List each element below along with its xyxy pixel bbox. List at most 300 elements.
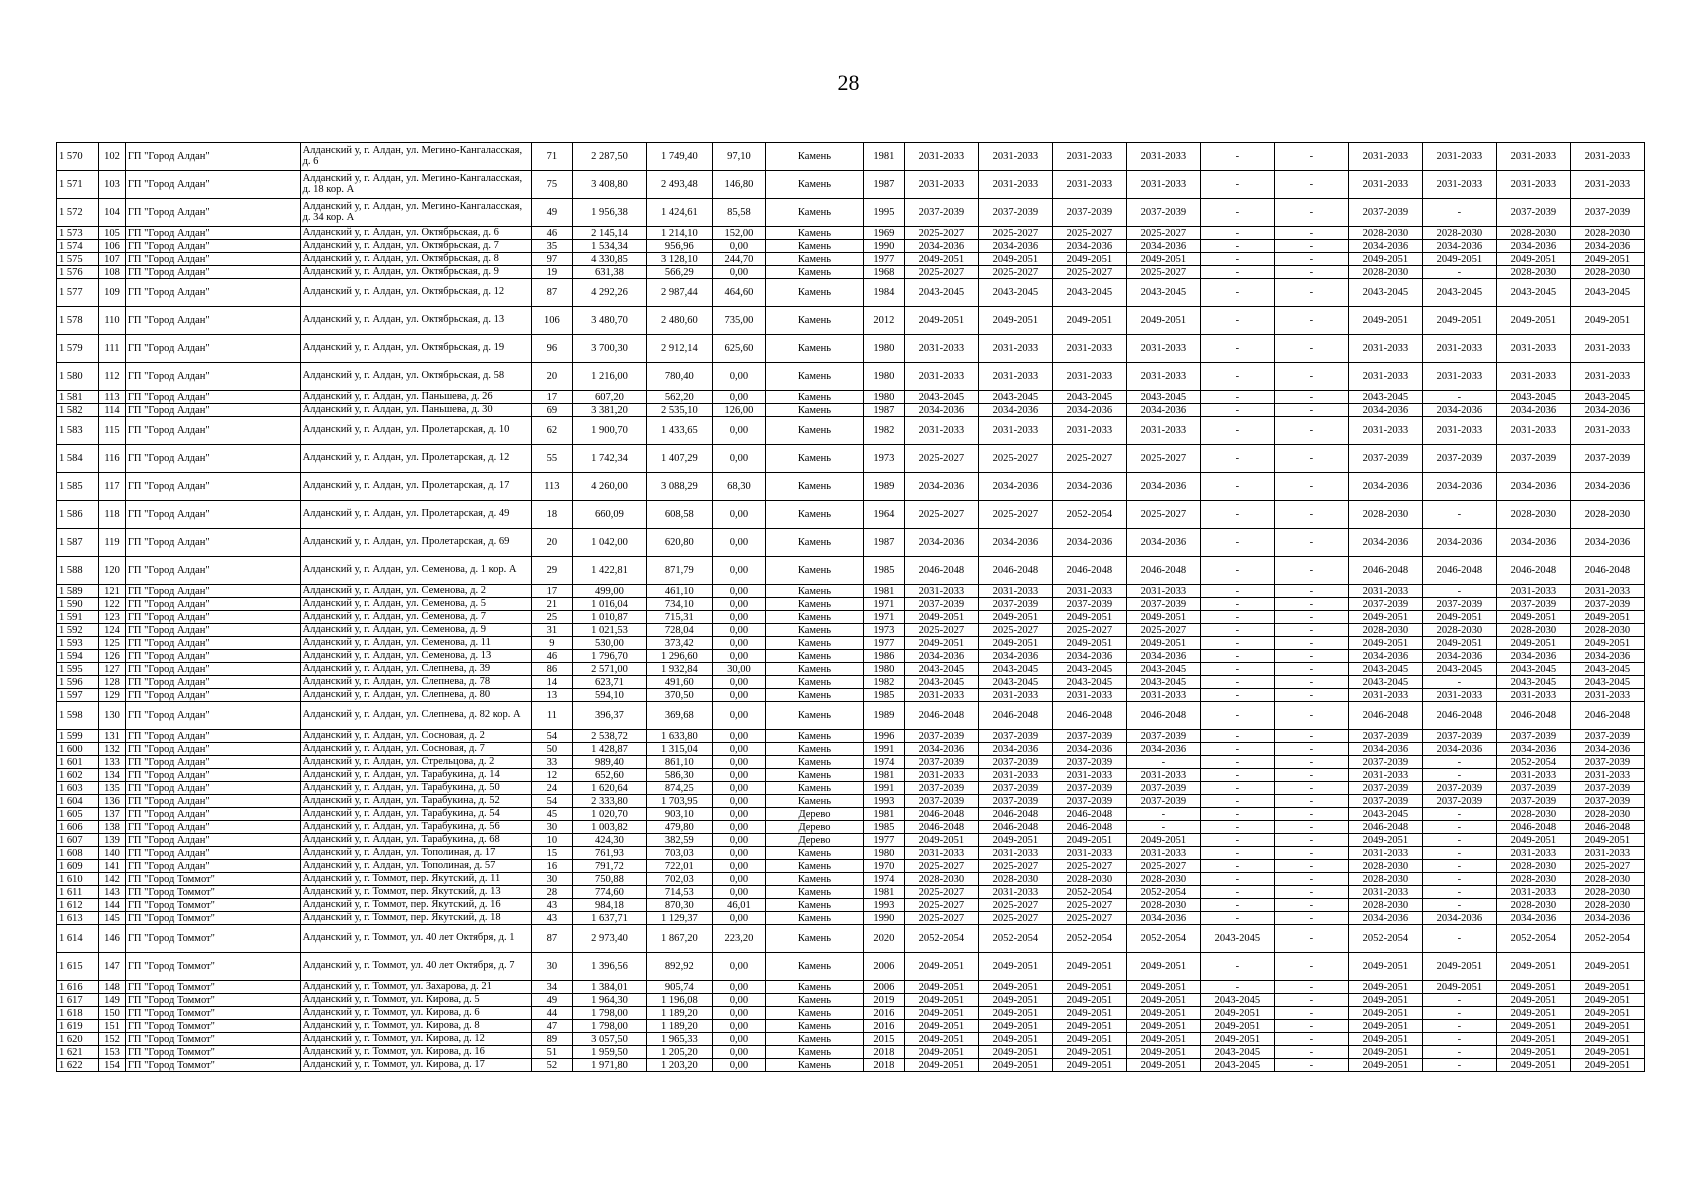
table-cell: 2034-2036 (904, 473, 978, 501)
table-cell: - (1200, 199, 1274, 227)
table-cell: ГП "Город Алдан" (125, 240, 300, 253)
table-cell: 722,01 (646, 860, 712, 873)
table-cell: 2034-2036 (1348, 743, 1422, 756)
table-cell: 735,00 (712, 307, 765, 335)
table-cell: Алданский у, г. Томмот, пер. Якутский, д. 18 (300, 912, 531, 925)
table-cell: 1980 (863, 663, 904, 676)
table-cell: 2031-2033 (1348, 417, 1422, 445)
table-cell: - (1422, 873, 1496, 886)
table-cell: 2046-2048 (1422, 702, 1496, 730)
table-cell: 2049-2051 (1348, 1020, 1422, 1033)
table-cell: 2049-2051 (1570, 953, 1644, 981)
table-cell: 0,00 (712, 1059, 765, 1072)
table-cell: - (1274, 912, 1348, 925)
table-cell: ГП "Город Томмот" (125, 873, 300, 886)
table-cell: Камень (766, 335, 864, 363)
table-cell: 1 587 (57, 529, 99, 557)
table-cell: Камень (766, 663, 864, 676)
table-cell: 2049-2051 (1126, 1046, 1200, 1059)
table-cell: 2043-2045 (1052, 676, 1126, 689)
table-cell: 0,00 (712, 585, 765, 598)
table-cell: ГП "Город Алдан" (125, 860, 300, 873)
table-cell: 141 (99, 860, 126, 873)
table-cell: Камень (766, 637, 864, 650)
table-row (57, 821, 1645, 834)
table-cell: 2034-2036 (978, 650, 1052, 663)
table-cell: 2037-2039 (978, 782, 1052, 795)
table-cell: Алданский у, г. Алдан, ул. Пролетарская, д. 10 (300, 417, 531, 445)
table-cell: 2031-2033 (1126, 847, 1200, 860)
table-cell: 2025-2027 (904, 624, 978, 637)
table-cell: 479,80 (646, 821, 712, 834)
table-cell: - (1126, 821, 1200, 834)
table-cell: 2028-2030 (1496, 227, 1570, 240)
table-cell: 115 (99, 417, 126, 445)
table-cell: 2031-2033 (1052, 769, 1126, 782)
table-row (57, 253, 1645, 266)
table-cell: Алданский у, г. Алдан, ул. Октябрьская, д. 8 (300, 253, 531, 266)
table-cell: 2031-2033 (1496, 335, 1570, 363)
table-cell: 96 (531, 335, 572, 363)
table-cell: 2037-2039 (1570, 598, 1644, 611)
table-cell: 1 203,20 (646, 1059, 712, 1072)
table-cell: 2049-2051 (1496, 1007, 1570, 1020)
table-cell: 2037-2039 (1570, 782, 1644, 795)
table-cell: Камень (766, 473, 864, 501)
table-cell: Камень (766, 307, 864, 335)
table-cell: 1 603 (57, 782, 99, 795)
table-cell: 2025-2027 (1126, 501, 1200, 529)
table-cell: 1 798,00 (572, 1020, 646, 1033)
table-cell: 2028-2030 (1348, 501, 1422, 529)
table-cell: - (1200, 676, 1274, 689)
table-cell: 861,10 (646, 756, 712, 769)
table-cell: 2 145,14 (572, 227, 646, 240)
table-row (57, 953, 1645, 981)
table-cell: 1973 (863, 445, 904, 473)
table-cell: 4 260,00 (572, 473, 646, 501)
table-cell: ГП "Город Алдан" (125, 834, 300, 847)
table-cell: 774,60 (572, 886, 646, 899)
table-cell: Камень (766, 1046, 864, 1059)
table-cell: 2037-2039 (1422, 598, 1496, 611)
table-cell: ГП "Город Алдан" (125, 557, 300, 585)
table-cell: 2049-2051 (978, 307, 1052, 335)
table-cell: - (1274, 1046, 1348, 1059)
table-cell: 1 965,33 (646, 1033, 712, 1046)
table-cell: 2049-2051 (1496, 253, 1570, 266)
table-cell: Алданский у, г. Томмот, ул. Кирова, д. 8 (300, 1020, 531, 1033)
table-cell: 3 088,29 (646, 473, 712, 501)
table-cell: 620,80 (646, 529, 712, 557)
table-cell: - (1200, 663, 1274, 676)
table-cell: 2049-2051 (1496, 994, 1570, 1007)
table-cell: 1 590 (57, 598, 99, 611)
table-cell: 2031-2033 (1348, 847, 1422, 860)
table-cell: 2046-2048 (1052, 557, 1126, 585)
table-cell: 20 (531, 529, 572, 557)
table-cell: 2043-2045 (1570, 676, 1644, 689)
table-cell: - (1274, 689, 1348, 702)
table-cell: 2037-2039 (1496, 199, 1570, 227)
table-cell: 2049-2051 (904, 953, 978, 981)
table-cell: 106 (99, 240, 126, 253)
table-cell: 25 (531, 611, 572, 624)
table-cell: 2028-2030 (1126, 899, 1200, 912)
table-cell: 116 (99, 445, 126, 473)
table-cell: 2049-2051 (904, 307, 978, 335)
table-cell: 2031-2033 (1496, 171, 1570, 199)
table-cell: 29 (531, 557, 572, 585)
table-cell: 35 (531, 240, 572, 253)
table-cell: 2046-2048 (1126, 702, 1200, 730)
table-cell: 2034-2036 (1126, 473, 1200, 501)
table-cell: 607,20 (572, 391, 646, 404)
table-cell: ГП "Город Алдан" (125, 199, 300, 227)
table-cell: 1 620,64 (572, 782, 646, 795)
table-cell: 2028-2030 (1348, 873, 1422, 886)
table-cell: - (1200, 756, 1274, 769)
table-cell: 2052-2054 (1496, 925, 1570, 953)
table-cell: Алданский у, г. Алдан, ул. Пролетарская, д. 17 (300, 473, 531, 501)
table-cell: - (1200, 886, 1274, 899)
table-cell: 2049-2051 (1496, 1059, 1570, 1072)
table-cell: 2049-2051 (1052, 1007, 1126, 1020)
table-cell: 1 633,80 (646, 730, 712, 743)
table-cell: 2046-2048 (1570, 702, 1644, 730)
table-cell: 1 615 (57, 953, 99, 981)
table-cell: 2043-2045 (1126, 391, 1200, 404)
table-cell: - (1274, 743, 1348, 756)
table-cell: 0,00 (712, 994, 765, 1007)
table-cell: 1 534,34 (572, 240, 646, 253)
table-row (57, 795, 1645, 808)
table-body (57, 143, 1645, 1072)
table-cell: 2031-2033 (1496, 847, 1570, 860)
table-cell: 2049-2051 (978, 1020, 1052, 1033)
table-cell: 17 (531, 585, 572, 598)
table-cell: - (1200, 981, 1274, 994)
table-cell: 132 (99, 743, 126, 756)
table-cell: 2049-2051 (1126, 611, 1200, 624)
table-cell: 2043-2045 (1496, 279, 1570, 307)
table-cell: 562,20 (646, 391, 712, 404)
table-cell: 2049-2051 (1052, 637, 1126, 650)
table-cell: 124 (99, 624, 126, 637)
table-cell: - (1274, 834, 1348, 847)
table-cell: 1 588 (57, 557, 99, 585)
table-cell: 1982 (863, 417, 904, 445)
table-cell: - (1422, 834, 1496, 847)
table-cell: 2031-2033 (1348, 585, 1422, 598)
table-cell: 2037-2039 (1052, 730, 1126, 743)
table-cell: - (1274, 821, 1348, 834)
table-cell: 4 330,85 (572, 253, 646, 266)
table-cell: 2049-2051 (1570, 1033, 1644, 1046)
table-cell: - (1274, 240, 1348, 253)
table-cell: 10 (531, 834, 572, 847)
table-cell: 2049-2051 (1126, 1020, 1200, 1033)
table-cell: - (1274, 611, 1348, 624)
table-cell: 142 (99, 873, 126, 886)
table-cell: 150 (99, 1007, 126, 1020)
table-cell: 2031-2033 (1052, 585, 1126, 598)
table-cell: 903,10 (646, 808, 712, 821)
table-row (57, 529, 1645, 557)
table-cell: 1 581 (57, 391, 99, 404)
table-cell: Алданский у, г. Алдан, ул. Тополиная, д. 17 (300, 847, 531, 860)
table-cell: 2049-2051 (1052, 1046, 1126, 1059)
table-cell: 2034-2036 (1126, 743, 1200, 756)
table-cell: 223,20 (712, 925, 765, 953)
table-cell: 106 (531, 307, 572, 335)
table-cell: 1 579 (57, 335, 99, 363)
table-cell: ГП "Город Алдан" (125, 847, 300, 860)
table-cell: 2025-2027 (978, 501, 1052, 529)
table-cell: Камень (766, 171, 864, 199)
table-cell: 892,92 (646, 953, 712, 981)
table-cell: 3 057,50 (572, 1033, 646, 1046)
table-cell: Алданский у, г. Алдан, ул. Октябрьская, д. 12 (300, 279, 531, 307)
table-cell: 1 596 (57, 676, 99, 689)
table-cell: 2025-2027 (978, 227, 1052, 240)
table-cell: 780,40 (646, 363, 712, 391)
table-cell: ГП "Город Томмот" (125, 953, 300, 981)
table-cell: 122 (99, 598, 126, 611)
table-cell: ГП "Город Алдан" (125, 808, 300, 821)
table-cell: 2025-2027 (1126, 266, 1200, 279)
table-cell: 2043-2045 (978, 279, 1052, 307)
table-cell: - (1200, 769, 1274, 782)
table-cell: ГП "Город Алдан" (125, 253, 300, 266)
table-cell: 128 (99, 676, 126, 689)
table-cell: 2025-2027 (1126, 860, 1200, 873)
table-cell: Камень (766, 253, 864, 266)
table-cell: 2034-2036 (1126, 240, 1200, 253)
table-cell: 2034-2036 (1422, 912, 1496, 925)
table-cell: 69 (531, 404, 572, 417)
table-row (57, 743, 1645, 756)
table-cell: 1 580 (57, 363, 99, 391)
table-cell: 2049-2051 (1126, 637, 1200, 650)
table-cell: 1 637,71 (572, 912, 646, 925)
table-cell: 2031-2033 (1422, 335, 1496, 363)
table-cell: 1 605 (57, 808, 99, 821)
table-cell: 2034-2036 (1496, 529, 1570, 557)
table-cell: ГП "Город Алдан" (125, 529, 300, 557)
table-cell: - (1274, 279, 1348, 307)
table-cell: 2049-2051 (1052, 953, 1126, 981)
table-cell: 30 (531, 953, 572, 981)
table-cell: 1 576 (57, 266, 99, 279)
table-cell: 127 (99, 663, 126, 676)
table-cell: 2025-2027 (978, 266, 1052, 279)
table-cell: 2052-2054 (1496, 756, 1570, 769)
table-row (57, 266, 1645, 279)
table-cell: 0,00 (712, 637, 765, 650)
table-cell: ГП "Город Алдан" (125, 650, 300, 663)
table-cell: Камень (766, 795, 864, 808)
table-cell: 870,30 (646, 899, 712, 912)
table-cell: 30 (531, 821, 572, 834)
table-cell: 2043-2045 (1496, 391, 1570, 404)
table-cell: Алданский у, г. Алдан, ул. Семенова, д. 5 (300, 598, 531, 611)
table-cell: 2031-2033 (1570, 143, 1644, 171)
table-cell: 126,00 (712, 404, 765, 417)
table-cell: ГП "Город Алдан" (125, 473, 300, 501)
table-cell: 1977 (863, 253, 904, 266)
table-cell: 608,58 (646, 501, 712, 529)
table-cell: 2043-2045 (1496, 676, 1570, 689)
table-row (57, 363, 1645, 391)
table-cell: 71 (531, 143, 572, 171)
table-cell: 2049-2051 (1496, 307, 1570, 335)
table-cell: 3 128,10 (646, 253, 712, 266)
table-cell: 1 956,38 (572, 199, 646, 227)
table-cell: 1 575 (57, 253, 99, 266)
table-cell: 1984 (863, 279, 904, 307)
table-row (57, 808, 1645, 821)
table-cell: 2049-2051 (1348, 307, 1422, 335)
table-row (57, 279, 1645, 307)
table-cell: 2049-2051 (1052, 1033, 1126, 1046)
table-cell: 110 (99, 307, 126, 335)
table-cell: 1 599 (57, 730, 99, 743)
table-cell: Алданский у, г. Томмот, ул. Кирова, д. 12 (300, 1033, 531, 1046)
table-cell: 2049-2051 (904, 994, 978, 1007)
table-cell: 14 (531, 676, 572, 689)
table-cell: 151 (99, 1020, 126, 1033)
table-cell: ГП "Город Алдан" (125, 391, 300, 404)
table-cell: 31 (531, 624, 572, 637)
table-cell: 2037-2039 (1126, 782, 1200, 795)
table-cell: 2046-2048 (904, 557, 978, 585)
table-cell: 1981 (863, 769, 904, 782)
table-cell: 2049-2051 (1422, 611, 1496, 624)
table-cell: 734,10 (646, 598, 712, 611)
table-cell: 2034-2036 (904, 404, 978, 417)
table-cell: Алданский у, г. Алдан, ул. Тарабукина, д. 56 (300, 821, 531, 834)
table-cell: ГП "Город Алдан" (125, 795, 300, 808)
table-cell: 2031-2033 (978, 689, 1052, 702)
table-cell: 2025-2027 (978, 860, 1052, 873)
table-cell: - (1274, 702, 1348, 730)
table-cell: 1 592 (57, 624, 99, 637)
table-cell: 2031-2033 (1496, 769, 1570, 782)
table-cell: 2006 (863, 953, 904, 981)
table-cell: 2043-2045 (978, 676, 1052, 689)
table-cell: 2031-2033 (1422, 143, 1496, 171)
table-cell: - (1422, 925, 1496, 953)
table-cell: - (1422, 1033, 1496, 1046)
table-cell: 2049-2051 (1570, 253, 1644, 266)
table-cell: 2031-2033 (1348, 886, 1422, 899)
table-cell: 2031-2033 (1348, 171, 1422, 199)
table-row (57, 650, 1645, 663)
table-cell: 51 (531, 1046, 572, 1059)
table-cell: - (1274, 171, 1348, 199)
table-cell: 0,00 (712, 557, 765, 585)
table-cell: 17 (531, 391, 572, 404)
table-cell: 2037-2039 (1422, 782, 1496, 795)
table-cell: 2037-2039 (1496, 782, 1570, 795)
table-cell: 2031-2033 (1496, 143, 1570, 171)
table-cell: 2049-2051 (978, 1007, 1052, 1020)
table-cell: 2028-2030 (1496, 266, 1570, 279)
table-cell: 2 987,44 (646, 279, 712, 307)
table-cell: Камень (766, 886, 864, 899)
table-cell: 2049-2051 (1126, 994, 1200, 1007)
table-row (57, 702, 1645, 730)
table-cell: - (1274, 624, 1348, 637)
table-cell: 2031-2033 (1422, 417, 1496, 445)
table-cell: 2034-2036 (978, 529, 1052, 557)
table-cell: 1 604 (57, 795, 99, 808)
table-cell: 1 614 (57, 925, 99, 953)
table-cell: - (1200, 266, 1274, 279)
table-cell: 2049-2051 (1052, 1059, 1126, 1072)
table-cell: 148 (99, 981, 126, 994)
table-cell: 2037-2039 (1422, 730, 1496, 743)
table-cell: 1 016,04 (572, 598, 646, 611)
table-cell: 2034-2036 (1422, 650, 1496, 663)
table-cell: 2037-2039 (1348, 782, 1422, 795)
table-cell: 2049-2051 (1570, 637, 1644, 650)
table-cell: 2034-2036 (1052, 473, 1126, 501)
table-cell: - (1274, 782, 1348, 795)
table-cell: 2015 (863, 1033, 904, 1046)
table-cell: 107 (99, 253, 126, 266)
table-cell: - (1274, 663, 1348, 676)
table-cell: 2025-2027 (904, 899, 978, 912)
table-cell: 2049-2051 (978, 994, 1052, 1007)
table-cell: - (1274, 585, 1348, 598)
table-cell: 874,25 (646, 782, 712, 795)
table-cell: 2037-2039 (1052, 199, 1126, 227)
table-cell: 2043-2045 (1052, 279, 1126, 307)
table-cell: 0,00 (712, 598, 765, 611)
table-cell: 2046-2048 (904, 808, 978, 821)
table-cell: 4 292,26 (572, 279, 646, 307)
table-cell: ГП "Город Томмот" (125, 925, 300, 953)
table-cell: 0,00 (712, 1007, 765, 1020)
table-cell: 117 (99, 473, 126, 501)
table-cell: 2025-2027 (904, 912, 978, 925)
table-cell: 2031-2033 (1052, 847, 1126, 860)
table-cell: 126 (99, 650, 126, 663)
table-cell: 2031-2033 (1052, 417, 1126, 445)
table-cell: 2025-2027 (904, 445, 978, 473)
table-cell: 15 (531, 847, 572, 860)
table-cell: 2034-2036 (1422, 240, 1496, 253)
table-cell: 2025-2027 (904, 266, 978, 279)
table-cell: Алданский у, г. Алдан, ул. Стрельцова, д. 2 (300, 756, 531, 769)
table-cell: Камень (766, 611, 864, 624)
table-cell: 2031-2033 (904, 689, 978, 702)
table-cell: 2049-2051 (1052, 611, 1126, 624)
table-cell: 2043-2045 (904, 391, 978, 404)
table-cell: 2031-2033 (904, 847, 978, 860)
table-cell: 2034-2036 (1496, 650, 1570, 663)
table-row (57, 769, 1645, 782)
table-cell: Алданский у, г. Алдан, ул. Семенова, д. 13 (300, 650, 531, 663)
table-cell: - (1274, 1059, 1348, 1072)
table-cell: 2031-2033 (1570, 171, 1644, 199)
table-cell: 2028-2030 (1496, 860, 1570, 873)
table-cell: 1 598 (57, 702, 99, 730)
table-cell: 2025-2027 (1052, 624, 1126, 637)
table-cell: 2049-2051 (1348, 611, 1422, 624)
